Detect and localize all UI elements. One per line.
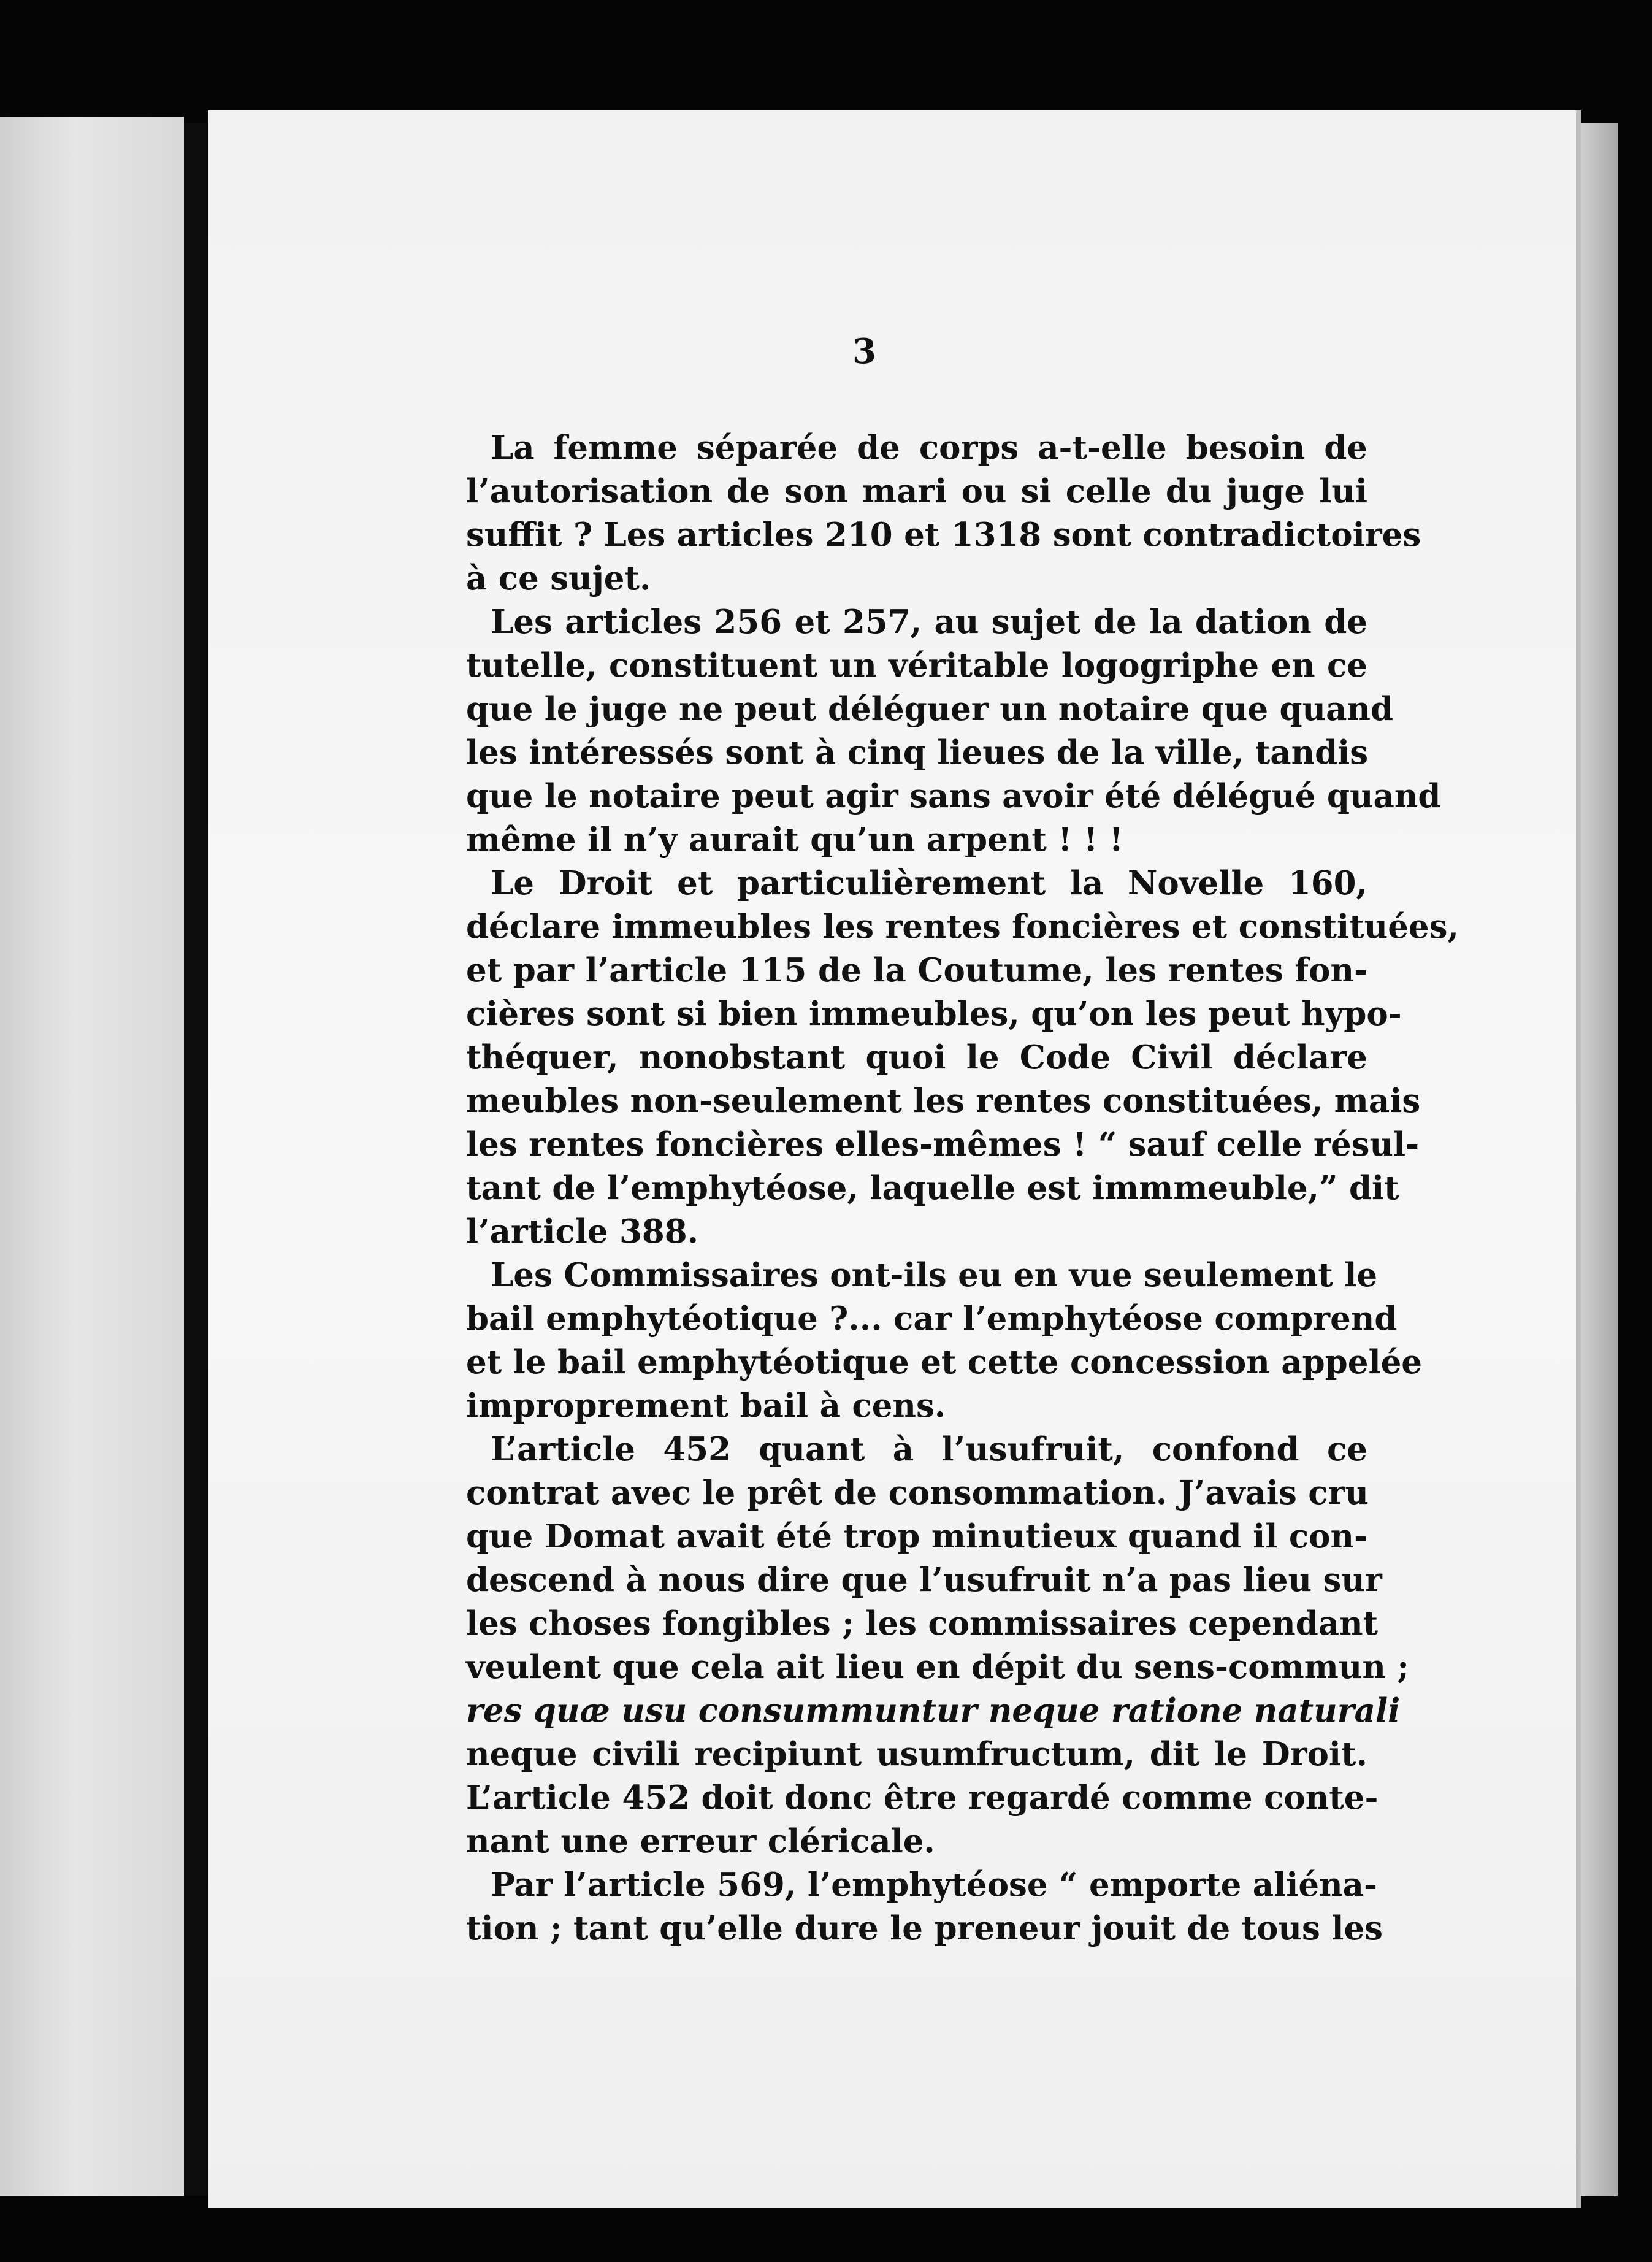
text-line: veulent que cela ait lieu en dépit du sens-commun ; [466,1648,1409,1686]
page-right-edge [1581,123,1618,2196]
text-line: que le notaire peut agir sans avoir été délégué quand [466,777,1441,815]
text-line: neque civili recipiunt usumfructum, dit le Droit. [466,1735,1367,1773]
text-line: La femme séparée de corps a-t-elle besoin de [491,429,1367,467]
text-line: Le Droit et particulièrement la Novelle 160, [491,864,1367,902]
facing-page-edge [0,117,184,2196]
text-line: contrat avec le prêt de consommation. J’avais cru [466,1474,1369,1512]
text-line: suffit ? Les articles 210 et 1318 sont contradictoires [466,516,1421,554]
text-line: meubles non-seulement les rentes constituées, mais [466,1082,1421,1120]
text-line: tutelle, constituent un véritable logogriphe en ce [466,646,1367,684]
text-line: res quæ usu consummuntur neque ratione naturali [466,1692,1401,1730]
text-line: déclare immeubles les rentes foncières et constituées, [466,908,1459,946]
page-gutter [184,123,208,2196]
text-line: improprement bail à cens. [466,1387,946,1425]
text-line: à ce sujet. [466,559,651,597]
text-line: les choses fongibles ; les commissaires cependant [466,1604,1379,1643]
body-text [466,426,1459,1950]
text-line: l’autorisation de son mari ou si celle du juge lui [466,472,1367,510]
text-line: que le juge ne peut déléguer un notaire que quand [466,690,1394,728]
text-line: et par l’article 115 de la Coutume, les rentes fon- [466,951,1367,989]
text-line: et le bail emphytéotique et cette concession appelée [466,1343,1423,1381]
text-line: bail emphytéotique ?... car l’emphytéose comprend [466,1300,1398,1338]
text-line: descend à nous dire que l’usufruit n’a pas lieu sur [466,1561,1382,1599]
page-number: 3 [852,331,876,372]
text-line: L’article 452 doit donc être regardé comme conte- [466,1779,1379,1817]
text-line: que Domat avait été trop minutieux quand il con- [466,1517,1367,1555]
text-line: Par l’article 569, l’emphytéose “ emporte aliéna- [491,1866,1377,1904]
text-line: Les Commissaires ont-ils eu en vue seulement le [491,1256,1378,1294]
text-line: Les articles 256 et 257, au sujet de la dation de [491,603,1367,641]
text-line: théquer, nonobstant quoi le Code Civil déclare [466,1038,1367,1076]
text-line: L’article 452 quant à l’usufruit, confond ce [491,1430,1367,1468]
text-line: même il n’y aurait qu’un arpent ! ! ! [466,821,1123,859]
text-line: tion ; tant qu’elle dure le preneur jouit de tous les [466,1909,1383,1947]
text-line: les intéressés sont à cinq lieues de la ville, tandis [466,734,1369,772]
text-line: les rentes foncières elles-mêmes ! “ sauf celle résul- [466,1125,1420,1164]
text-line: l’article 388. [466,1213,699,1251]
text-line: cières sont si bien immeubles, qu’on les peut hypo- [466,995,1402,1033]
text-line: tant de l’emphytéose, laquelle est immmeuble,” dit [466,1169,1399,1207]
text-line: nant une erreur cléricale. [466,1822,935,1860]
